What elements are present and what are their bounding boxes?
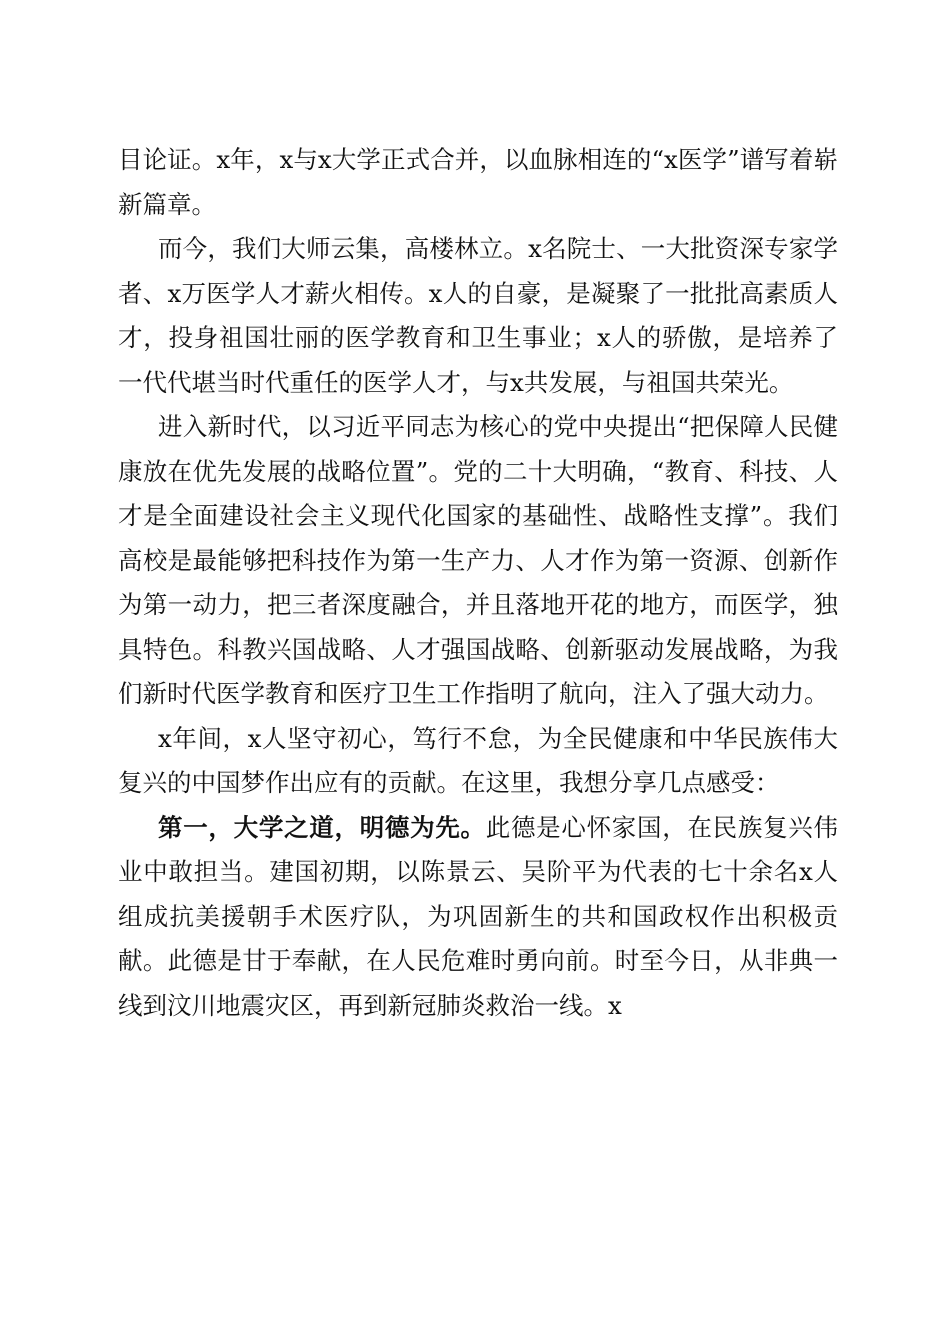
paragraph-2-text: 而今，我们大师云集，高楼林立。x名院士、一大批资深专家学者、x万医学人才薪火相传。x人的自豪，是凝聚了一批批高素质人才，投身祖国壮丽的医学教育和卫生事业；x人的骄傲，是培养了一代代堪当时代重任的医学人才，与x共发展，与祖国共荣光。 <box>118 234 838 397</box>
paragraph-4 <box>118 717 838 806</box>
document-body <box>118 138 838 1028</box>
paragraph-3-text: 进入新时代，以习近平同志为核心的党中央提出“把保障人民健康放在优先发展的战略位置”。党的二十大明确，“教育、科技、人才是全面建设社会主义现代化国家的基础性、战略性支撑”。我们高校是最能够把科技作为第一生产力、人才作为第一资源、创新作为第一动力，把三者深度融合，并且落地开花的地方，而医学，独具特色。科教兴国战略、人才强国战略、创新驱动发展战略，为我们新时代医学教育和医疗卫生工作指明了航向，注入了强大动力。 <box>118 412 838 708</box>
paragraph-1-text: 目论证。x年，x与x大学正式合并，以血脉相连的“x医学”谱写着崭新篇章。 <box>118 145 838 219</box>
paragraph-5 <box>118 806 838 1029</box>
paragraph-5-lead: 第一，大学之道，明德为先。 <box>158 812 486 842</box>
paragraph-4-text: x年间，x人坚守初心，笃行不怠，为全民健康和中华民族伟大复兴的中国梦作出应有的贡献。在这里，我想分享几点感受： <box>118 723 838 797</box>
paragraph-3 <box>118 405 838 717</box>
paragraph-5-text: 此德是心怀家国，在民族复兴伟业中敢担当。建国初期，以陈景云、吴阶平为代表的七十余名x人组成抗美援朝手术医疗队，为巩固新生的共和国政权作出积极贡献。此德是甘于奉献，在人民危难时勇向前。时至今日，从非典一线到汶川地震灾区，再到新冠肺炎救治一线。x <box>118 812 838 1020</box>
paragraph-2 <box>118 227 838 405</box>
paragraph-1 <box>118 138 838 227</box>
